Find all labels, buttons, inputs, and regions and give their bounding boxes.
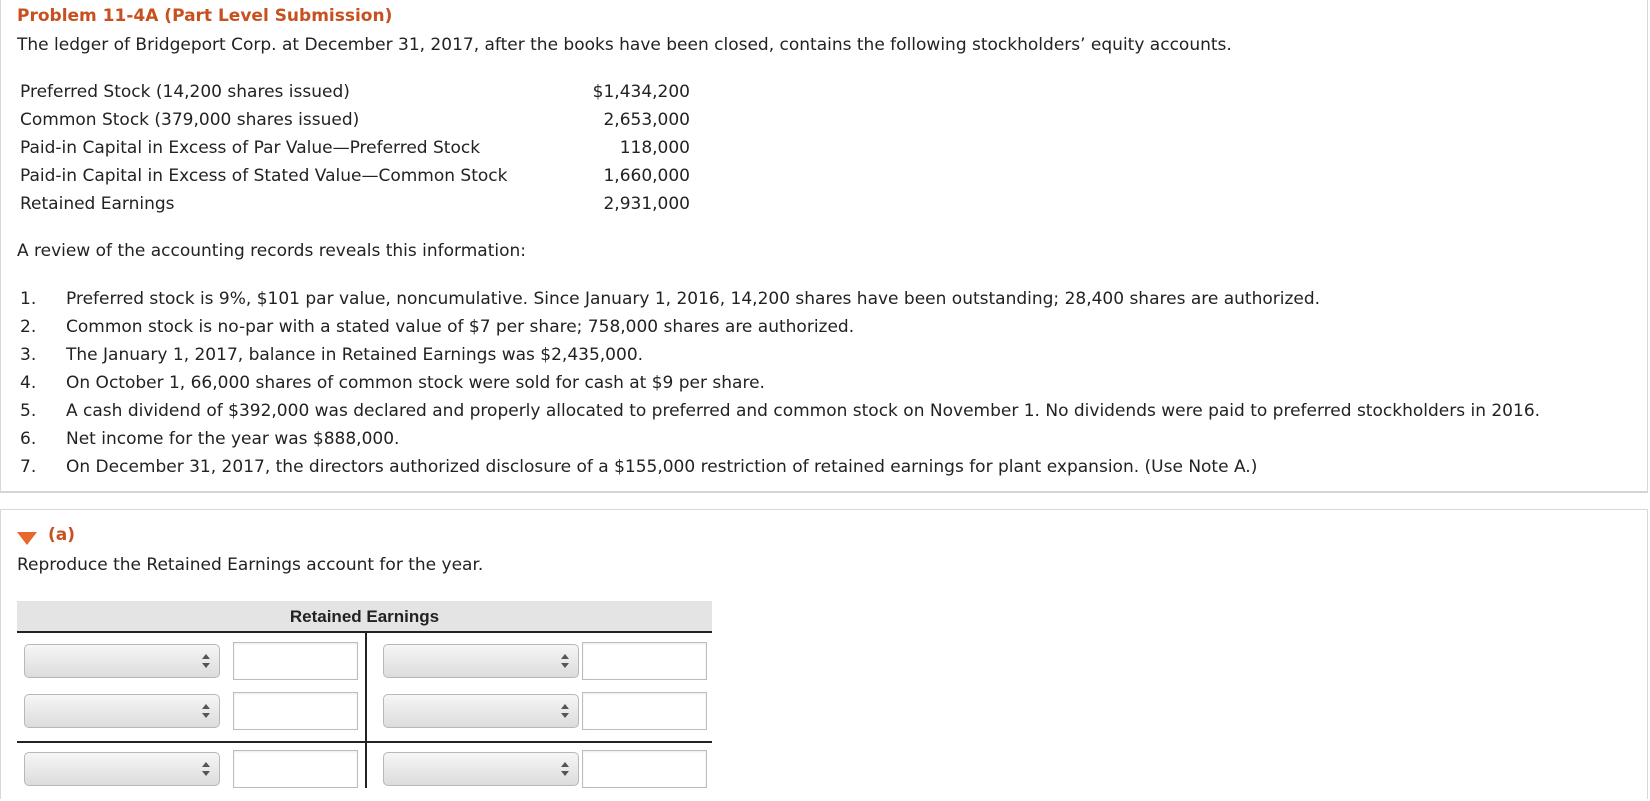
fact-item (20, 427, 1645, 455)
account-amount: 118,000 (619, 138, 690, 158)
problem-intro: The ledger of Bridgeport Corp. at December 31, 2017, after the books have been closed, contains the following stockholders’ equity accounts. (17, 35, 1232, 55)
t-account-balance-row (17, 752, 712, 794)
account-label: Preferred Stock (14,200 shares issued) (20, 82, 350, 102)
debit-account-select[interactable] (24, 644, 220, 678)
credit-amount-input[interactable] (582, 642, 707, 680)
fact-item (20, 315, 1645, 343)
review-text: A review of the accounting records reveals this information: (17, 241, 526, 261)
fact-number: 6. (20, 429, 37, 449)
up-down-arrows-icon (201, 703, 211, 719)
debit-account-select[interactable] (24, 694, 220, 728)
part-a-instruction: Reproduce the Retained Earnings account for the year. (17, 555, 484, 575)
debit-amount-input[interactable] (233, 692, 358, 730)
problem-title: Problem 11-4A (Part Level Submission) (17, 6, 393, 26)
fact-text: The January 1, 2017, balance in Retained Earnings was $2,435,000. (66, 345, 644, 365)
credit-amount-input[interactable] (582, 692, 707, 730)
up-down-arrows-icon (560, 703, 570, 719)
retained-earnings-t-account (17, 601, 712, 801)
t-account-row (17, 644, 712, 686)
fact-item (20, 371, 1645, 399)
fact-number: 5. (20, 401, 37, 421)
credit-account-select[interactable] (383, 694, 579, 728)
account-amount: $1,434,200 (592, 82, 690, 102)
up-down-arrows-icon (560, 653, 570, 669)
account-label: Common Stock (379,000 shares issued) (20, 110, 360, 130)
account-row (20, 80, 690, 108)
account-row (20, 108, 690, 136)
debit-balance-input[interactable] (233, 750, 358, 788)
credit-balance-select[interactable] (383, 752, 579, 786)
equity-accounts-list (20, 80, 690, 220)
account-amount: 1,660,000 (603, 166, 690, 186)
fact-item (20, 455, 1645, 483)
fact-text: A cash dividend of $392,000 was declared and properly allocated to preferred and common stock on November 1. No dividends were paid to preferred stockholders in 2016. (66, 401, 1541, 421)
account-label: Paid-in Capital in Excess of Par Value—Preferred Stock (20, 138, 481, 158)
t-account-balance-line (17, 741, 712, 743)
fact-number: 7. (20, 457, 37, 477)
fact-text: Net income for the year was $888,000. (66, 429, 400, 449)
account-label: Retained Earnings (20, 194, 175, 214)
t-account-row (17, 694, 712, 736)
triangle-down-icon[interactable] (17, 530, 37, 546)
fact-item (20, 343, 1645, 371)
debit-balance-select[interactable] (24, 752, 220, 786)
account-amount: 2,653,000 (603, 110, 690, 130)
fact-item (20, 399, 1645, 427)
account-row (20, 136, 690, 164)
fact-number: 4. (20, 373, 37, 393)
account-row (20, 164, 690, 192)
fact-number: 2. (20, 317, 37, 337)
account-row (20, 192, 690, 220)
account-amount: 2,931,000 (603, 194, 690, 214)
fact-text: On October 1, 66,000 shares of common stock were sold for cash at $9 per share. (66, 373, 765, 393)
part-a-panel (0, 509, 1648, 799)
up-down-arrows-icon (201, 653, 211, 669)
fact-text: On December 31, 2017, the directors authorized disclosure of a $155,000 restriction of retained earnings for plant expansion. (Use Note A.) (66, 457, 1258, 477)
fact-number: 1. (20, 289, 37, 309)
up-down-arrows-icon (560, 761, 570, 777)
credit-balance-input[interactable] (582, 750, 707, 788)
debit-amount-input[interactable] (233, 642, 358, 680)
part-a-label[interactable]: (a) (48, 525, 76, 545)
t-account-title: Retained Earnings (17, 601, 712, 633)
credit-account-select[interactable] (383, 644, 579, 678)
up-down-arrows-icon (201, 761, 211, 777)
fact-number: 3. (20, 345, 37, 365)
facts-list (20, 287, 1645, 483)
fact-text: Common stock is no-par with a stated value of $7 per share; 758,000 shares are authorized. (66, 317, 855, 337)
account-label: Paid-in Capital in Excess of Stated Value—Common Stock (20, 166, 508, 186)
fact-text: Preferred stock is 9%, $101 par value, noncumulative. Since January 1, 2016, 14,200 shares have been outstanding; 28,400 shares are authorized. (66, 289, 1321, 309)
fact-item (20, 287, 1645, 315)
